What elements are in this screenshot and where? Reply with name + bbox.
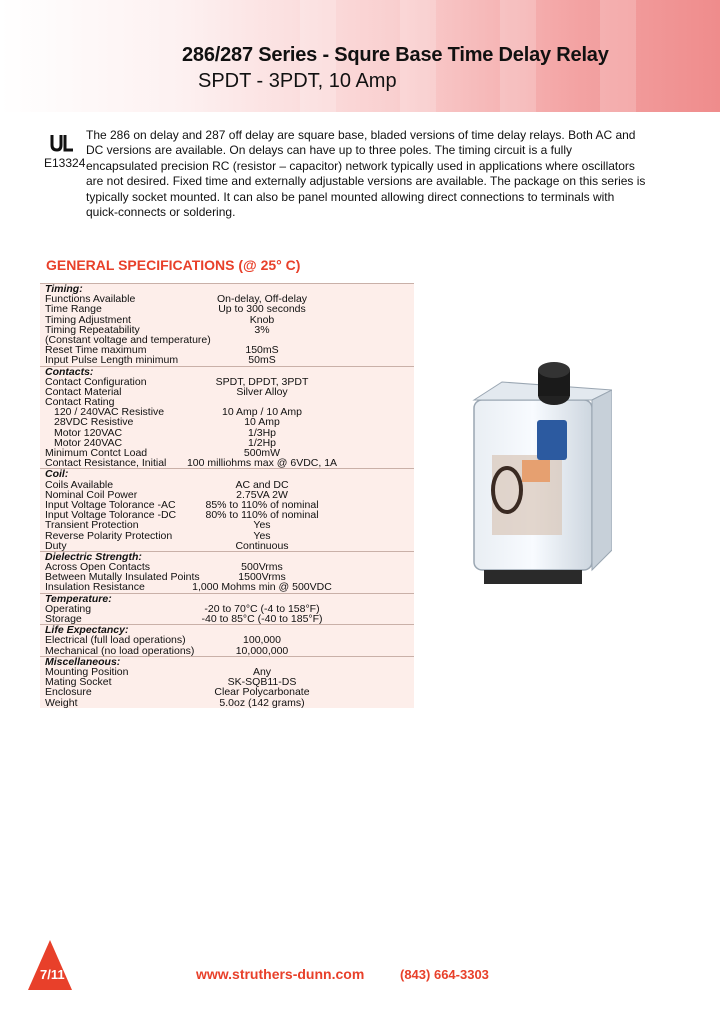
spec-value: 500Vrms — [241, 561, 283, 574]
spec-value: Up to 300 seconds — [218, 303, 306, 316]
relay-photo — [462, 350, 612, 590]
phone-number: (843) 664-3303 — [400, 967, 489, 982]
spec-label: Mounting Position — [45, 665, 129, 678]
spec-label: Motor 240VAC — [54, 436, 123, 449]
spec-label: Reset Time maximum — [45, 344, 147, 357]
specs-table — [40, 283, 414, 708]
spec-label: Electrical (full load operations) — [45, 634, 186, 647]
spec-value: -20 to 70°C (-4 to 158°F) — [204, 602, 320, 615]
page-corner-triangle — [28, 940, 72, 990]
spec-group-title: Coil: — [40, 468, 414, 479]
spec-row — [40, 582, 414, 592]
spec-group-title: Miscellaneous: — [40, 656, 414, 667]
spec-label: 28VDC Resistive — [54, 416, 134, 429]
spec-label: Coils Available — [45, 478, 114, 491]
spec-label: Input Voltage Tolorance -DC — [45, 509, 177, 522]
spec-label: Storage — [45, 613, 82, 625]
spec-value: Silver Alloy — [236, 385, 288, 398]
spec-label: Mechanical (no load operations) — [45, 644, 195, 657]
ul-file-number: E13324 — [44, 156, 86, 170]
spec-value: 50mS — [248, 354, 276, 367]
spec-row — [40, 355, 414, 365]
spec-value: 2.75VA 2W — [236, 488, 288, 501]
spec-row — [40, 520, 414, 530]
spec-value: 1/3Hp — [247, 426, 277, 439]
website-link[interactable]: www.struthers-dunn.com — [196, 966, 365, 982]
spec-group-title: Timing: — [40, 283, 414, 294]
spec-group-title: Dielectric Strength: — [40, 551, 414, 562]
spec-value: 85% to 110% of nominal — [205, 498, 319, 511]
intro-paragraph: The 286 on delay and 287 off delay are square base, bladed versions of time delay relays. Both AC and DC versions are available. On delays can have up to three poles. The timing circuit is a fully encapsulated precision RC (resistor – capacitor) network typically used in applications where oscillators are not desired. Fixed time and externally adjustable versions are available. The package on this series is typically socket mounted. It can also be panel mounted allowing direct connections to terminals with quick-connects or soldering. — [86, 128, 646, 220]
spec-value: 10,000,000 — [235, 644, 289, 657]
spec-label: Time Range — [45, 303, 102, 316]
spec-label: Between Mutally Insulated Points — [45, 571, 200, 584]
spec-value: 5.0oz (142 grams) — [219, 696, 305, 709]
spec-value: 1500Vrms — [238, 571, 286, 584]
spec-value: Knob — [249, 313, 275, 326]
spec-label: Duty — [45, 539, 67, 552]
spec-label: Functions Available — [45, 293, 136, 306]
spec-value: 10 Amp — [244, 416, 280, 429]
spec-value: 80% to 110% of nominal — [205, 509, 319, 522]
spec-value: 100,000 — [243, 634, 281, 647]
spec-value: 3% — [254, 323, 270, 336]
spec-label: Motor 120VAC — [54, 426, 123, 439]
spec-label: Input Pulse Length minimum — [45, 354, 179, 367]
spec-label: Contact Configuration — [45, 375, 147, 388]
spec-value: 500mW — [243, 447, 281, 459]
spec-label: Minimum Contct Load — [45, 447, 148, 459]
spec-label: Timing Adjustment — [45, 313, 131, 326]
spec-label: Contact Material — [45, 385, 122, 398]
spec-label: 120 / 240VAC Resistive — [54, 406, 165, 419]
spec-value: 10 Amp / 10 Amp — [222, 406, 302, 419]
spec-label: Contact Rating — [45, 396, 115, 409]
spec-group-title: Contacts: — [40, 366, 414, 377]
spec-label: (Constant voltage and temperature) — [45, 333, 211, 346]
spec-row — [40, 614, 414, 624]
spec-row — [40, 531, 414, 541]
spec-value: 1,000 Mohms min @ 500VDC — [192, 581, 332, 594]
spec-label: Weight — [45, 696, 78, 709]
spec-value: Clear Polycarbonate — [214, 686, 310, 699]
spec-row — [40, 541, 414, 551]
spec-label: Across Open Contacts — [45, 561, 151, 574]
spec-group-title: Life Expectancy: — [40, 624, 414, 635]
page-subtitle: SPDT - 3PDT, 10 Amp — [198, 70, 397, 92]
spec-value: On-delay, Off-delay — [216, 293, 308, 306]
spec-value: SPDT, DPDT, 3PDT — [215, 375, 309, 388]
page-title: 286/287 Series - Squre Base Time Delay Relay — [182, 44, 609, 66]
spec-value: 1/2Hp — [247, 436, 277, 449]
spec-label: Reverse Polarity Protection — [45, 529, 173, 542]
spec-value: SK-SQB11-DS — [227, 676, 297, 689]
spec-group-title: Temperature: — [40, 593, 414, 604]
spec-value: AC and DC — [235, 478, 289, 491]
spec-value: Continuous — [235, 539, 289, 552]
spec-row — [40, 458, 414, 468]
spec-label: Timing Repeatability — [45, 323, 140, 336]
spec-label: Input Voltage Tolorance -AC — [45, 498, 176, 511]
spec-row — [40, 698, 414, 708]
spec-label: Nominal Coil Power — [45, 488, 138, 501]
spec-label: Enclosure — [45, 686, 92, 699]
spec-row — [40, 646, 414, 656]
spec-value: 100 milliohms max @ 6VDC, 1A — [186, 457, 338, 470]
spec-label: Contact Resistance, Initial — [45, 457, 167, 470]
spec-value: -40 to 85°C (-40 to 185°F) — [201, 613, 323, 625]
spec-label: Insulation Resistance — [45, 581, 145, 594]
page-number: 7/11 — [40, 967, 65, 982]
spec-value: Yes — [253, 519, 271, 532]
spec-value: Any — [252, 665, 272, 678]
ul-recognized-icon — [49, 132, 75, 154]
spec-label: Transient Protection — [45, 519, 139, 532]
specs-heading: GENERAL SPECIFICATIONS (@ 25° C) — [46, 257, 301, 273]
spec-value: 150mS — [245, 344, 279, 357]
spec-label: Operating — [45, 602, 92, 615]
spec-value: Yes — [253, 529, 271, 542]
spec-label: Mating Socket — [45, 676, 112, 689]
